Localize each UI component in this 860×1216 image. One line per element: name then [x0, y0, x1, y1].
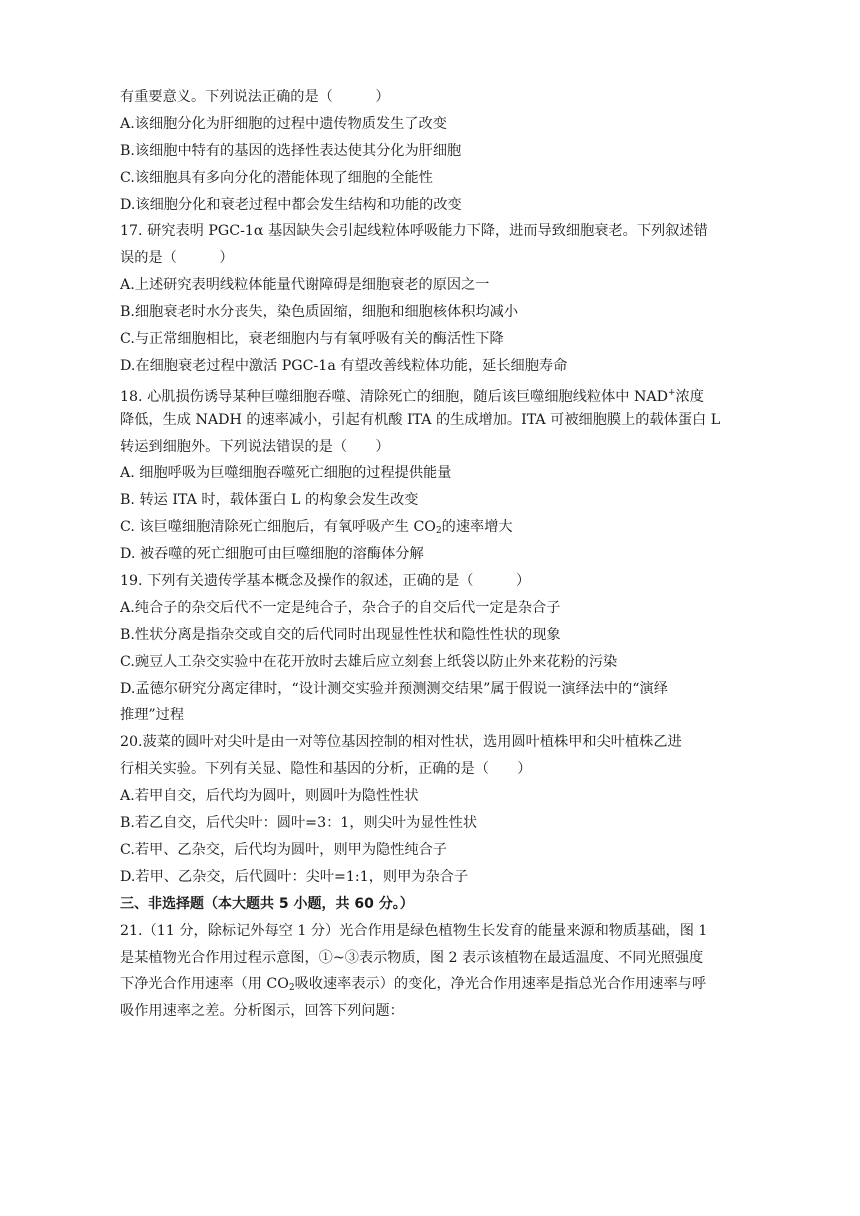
q19-option-c: C.豌豆人工杂交实验中在花开放时去雄后应立刻套上纸袋以防止外来花粉的污染	[120, 653, 618, 670]
q20-option-d: D.若甲、乙杂交，后代圆叶：尖叶=1:1，则甲为杂合子	[120, 868, 469, 885]
page-content	[120, 84, 740, 1025]
q17-option-a: A.上述研究表明线粒体能量代谢障碍是细胞衰老的原因之一	[120, 277, 490, 294]
q20-option-a: A.若甲自交，后代均为圆叶，则圆叶为隐性性状	[120, 788, 419, 805]
q18-option-b: B. 转运 ITA 时，载体蛋白 L 的构象会发生改变	[120, 492, 419, 509]
q19-option-a: A.纯合子的杂交后代不一定是纯合子，杂合子的自交后代一定是杂合子	[120, 599, 561, 616]
q20-option-c: C.若甲、乙杂交，后代均为圆叶，则甲为隐性纯合子	[120, 841, 447, 858]
co2-subscript: 2	[288, 983, 295, 994]
q21-line3-text: 下净光合作用速率（用 CO	[120, 976, 289, 993]
q18-stem-line1-text: 18. 心肌损伤诱导某种巨噬细胞吞噬、清除死亡的细胞，随后该巨噬细胞线粒体中 NAD	[120, 388, 668, 405]
q18-stem-line1	[120, 380, 740, 407]
q18-stem-line2: 降低，生成 NADH 的速率减小，引起有机酸 ITA 的生成增加。ITA 可被细胞膜上的载体蛋白 L	[120, 411, 721, 428]
q21-line3-tail: 吸收速率表示）的变化，净光合作用速率是指总光合作用速率与呼	[294, 976, 707, 993]
q16-option-b: B.该细胞中特有的基因的选择性表达使其分化为肝细胞	[120, 142, 462, 159]
q21-line4: 吸作用速率之差。分析图示，回答下列问题：	[120, 1003, 404, 1020]
nad-superscript: +	[668, 387, 676, 398]
q21-line1: 21.（11 分，除标记外每空 1 分）光合作用是绿色植物生长发育的能量来源和物质基础，图 1	[120, 922, 708, 939]
q17-option-b: B.细胞衰老时水分丧失，染色质固缩，细胞和细胞核体积均减小	[120, 304, 519, 321]
q19-stem: 19. 下列有关遗传学基本概念及操作的叙述，正确的是（ ）	[120, 573, 531, 590]
q17-stem-line1: 17. 研究表明 PGC-1α 基因缺失会引起线粒体呼吸能力下降，进而导致细胞衰老。下列叙述错	[120, 223, 708, 240]
q18-option-d: D. 被吞噬的死亡细胞可由巨噬细胞的溶酶体分解	[120, 546, 424, 563]
section-heading: 三、非选择题（本大题共 5 小题，共 60 分。）	[120, 895, 414, 912]
q17-option-c: C.与正常细胞相比，衰老细胞内与有氧呼吸有关的酶活性下降	[120, 331, 504, 348]
q20-stem-line1: 20.菠菜的圆叶对尖叶是由一对等位基因控制的相对性状，选用圆叶植株甲和尖叶植株乙进	[120, 734, 682, 751]
q18-stem-line3: 转运到细胞外。下列说法错误的是（ ）	[120, 438, 390, 455]
q16-option-c: C.该细胞具有多向分化的潜能体现了细胞的全能性	[120, 169, 433, 186]
q17-stem-line2: 误的是（ ）	[120, 250, 234, 267]
q18-option-c-tail: 的速率增大	[441, 519, 513, 536]
q20-option-b: B.若乙自交，后代尖叶：圆叶=3：1，则尖叶为显性性状	[120, 815, 478, 832]
q18-option-a: A. 细胞呼吸为巨噬细胞吞噬死亡细胞的过程提供能量	[120, 465, 452, 482]
q16-option-d: D.该细胞分化和衰老过程中都会发生结构和功能的改变	[120, 196, 462, 213]
q19-option-d-line2: 推理”过程	[120, 707, 185, 724]
q21-line2: 是某植物光合作用过程示意图，①~③表示物质，图 2 表示该植物在最适温度、不同光照强度	[120, 949, 704, 966]
q16-option-a: A.该细胞分化为肝细胞的过程中遗传物质发生了改变	[120, 115, 447, 132]
q18-option-c-text: C. 该巨噬细胞清除死亡细胞后，有氧呼吸产生 CO	[120, 519, 436, 536]
q21-line3	[120, 971, 740, 998]
q20-stem-line2: 行相关实验。下列有关显、隐性和基因的分析，正确的是（ ）	[120, 761, 532, 778]
q17-option-d: D.在细胞衰老过程中激活 PGC-1a 有望改善线粒体功能，延长细胞寿命	[120, 357, 568, 374]
q19-option-d-line1: D.孟德尔研究分离定律时，“设计测交实验并预测测交结果”属于假说一演绎法中的“演绎	[120, 680, 668, 697]
q18-option-c	[120, 514, 740, 541]
q19-option-b: B.性状分离是指杂交或自交的后代同时出现显性性状和隐性性状的现象	[120, 626, 561, 643]
q16-stem-tail: 有重要意义。下列说法正确的是（ ）	[120, 89, 390, 105]
co2-subscript: 2	[435, 526, 442, 537]
q18-stem-line1-tail: 浓度	[675, 388, 704, 405]
